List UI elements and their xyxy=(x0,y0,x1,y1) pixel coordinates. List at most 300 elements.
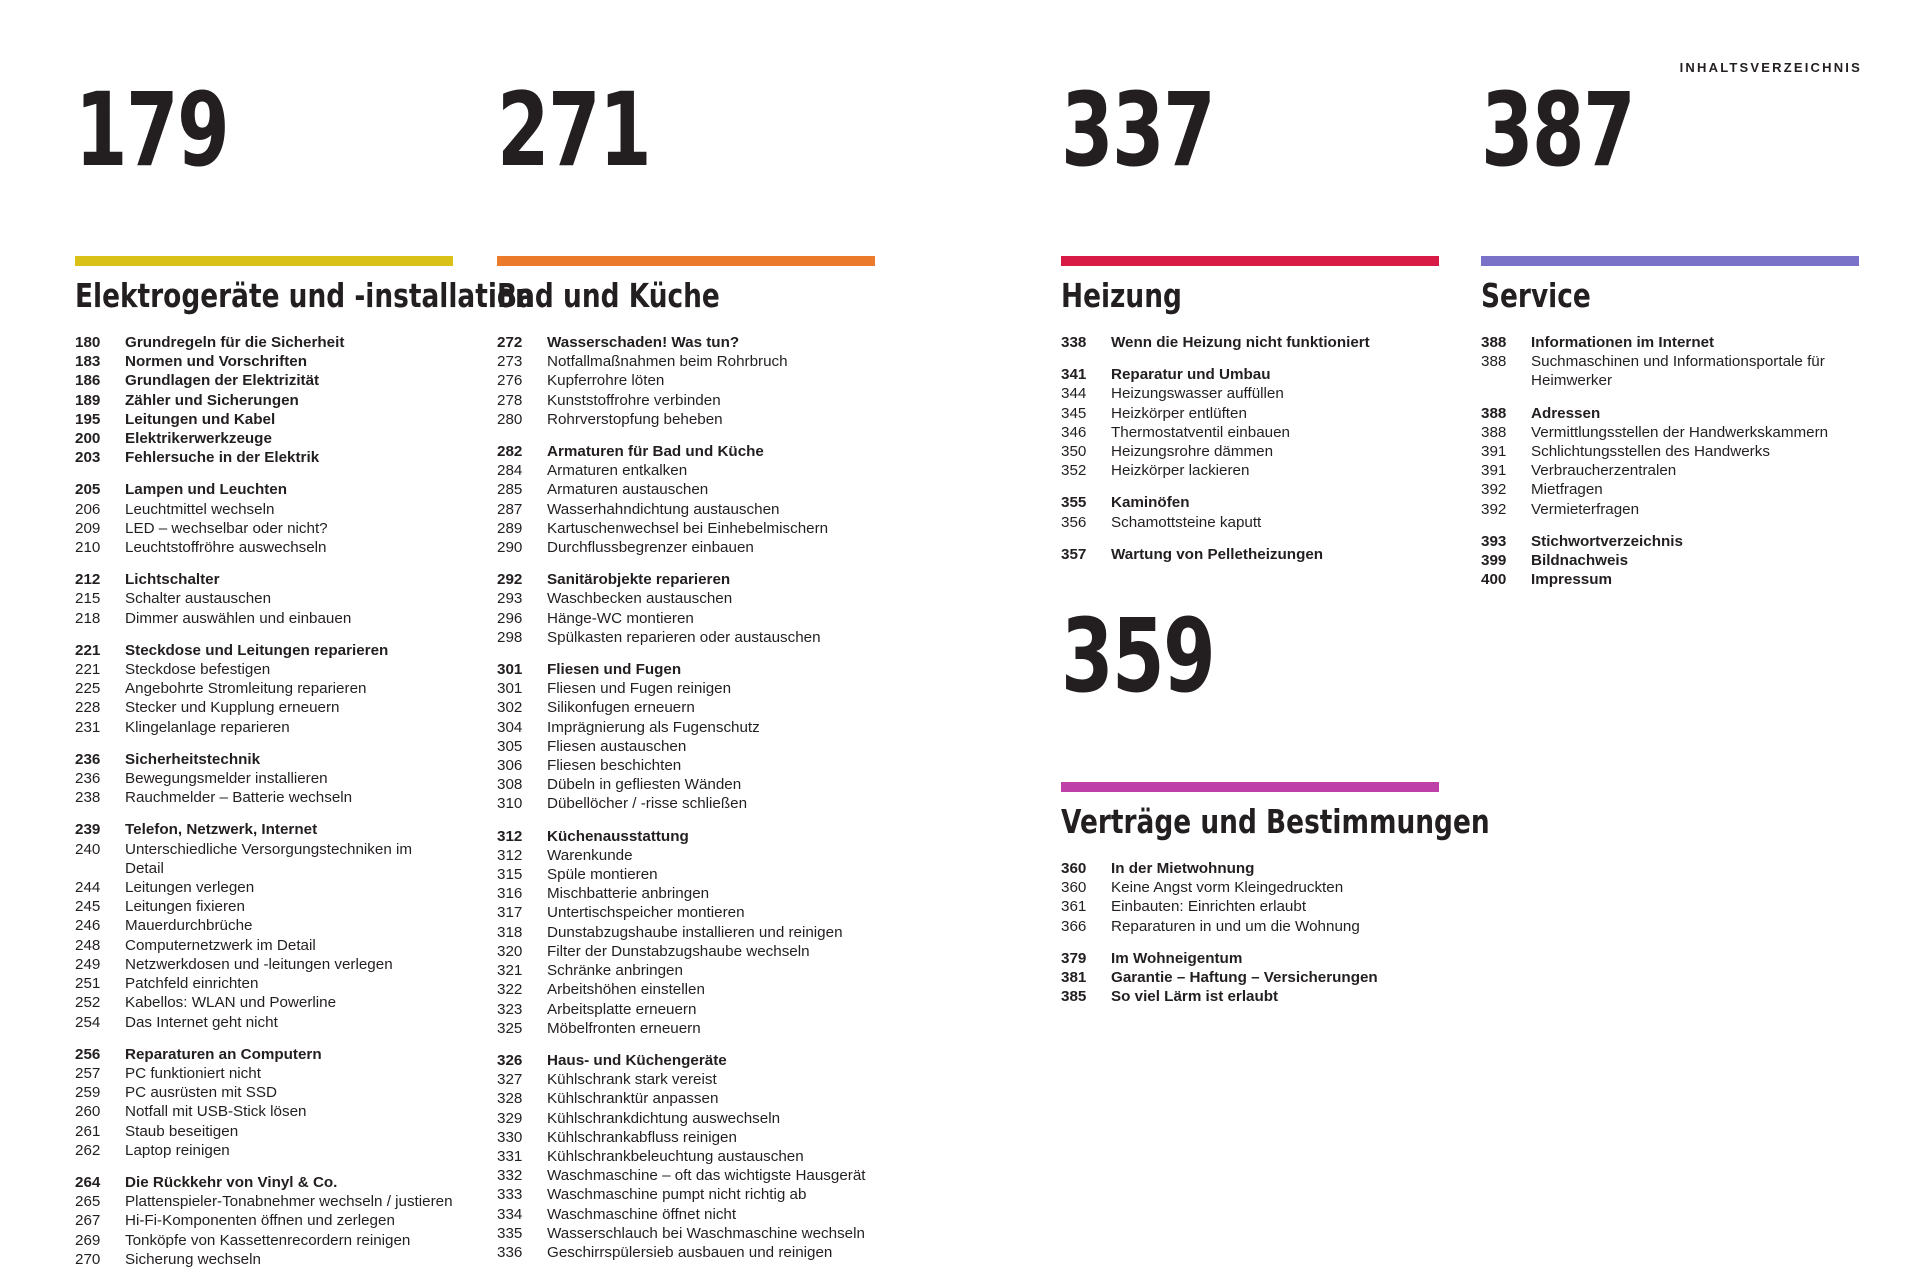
page-number: 287 xyxy=(497,500,523,518)
page-number: 228 xyxy=(75,699,101,717)
toc-group xyxy=(1481,333,1859,391)
entry-title: Heizkörper entlüften xyxy=(1111,404,1247,422)
page-number: 320 xyxy=(497,942,523,960)
page-number: 341 xyxy=(1061,366,1087,384)
toc-entry xyxy=(497,737,875,756)
entry-title: Netzwerkdosen und -leitungen verlegen xyxy=(125,955,393,973)
entry-title: Verbraucherzentralen xyxy=(1531,462,1677,480)
entry-title: Einbauten: Einrichten erlaubt xyxy=(1111,898,1307,916)
entry-title: Sicherheitstechnik xyxy=(125,750,261,768)
toc-group xyxy=(1061,333,1439,352)
toc-entry xyxy=(497,1166,875,1185)
toc-entry xyxy=(497,1051,875,1070)
page-number: 284 xyxy=(497,462,523,480)
page-number: 218 xyxy=(75,609,101,627)
entry-title: Silikonfugen erneuern xyxy=(547,699,695,717)
entry-title: Bildnachweis xyxy=(1531,552,1629,570)
toc-entry xyxy=(75,570,453,589)
page-number: 221 xyxy=(75,641,101,659)
toc-entry xyxy=(497,570,875,589)
entry-title: Mauerdurchbrüche xyxy=(125,917,253,935)
toc-entry xyxy=(75,1141,453,1160)
page-number: 392 xyxy=(1481,481,1507,499)
toc-entry xyxy=(497,480,875,499)
toc-entry xyxy=(497,1109,875,1128)
toc-entry xyxy=(75,993,453,1012)
toc-entry xyxy=(1061,859,1439,878)
toc-entry xyxy=(497,961,875,980)
entry-title: Computernetzwerk im Detail xyxy=(125,936,316,954)
page-number: 248 xyxy=(75,936,101,954)
page-number: 356 xyxy=(1061,513,1087,531)
entry-title: Heizkörper lackieren xyxy=(1111,462,1250,480)
toc-entry xyxy=(1481,461,1859,480)
page-number: 301 xyxy=(497,661,523,679)
page-number: 318 xyxy=(497,923,523,941)
entry-title: Wenn die Heizung nicht funktioniert xyxy=(1111,334,1370,351)
chapter-color-bar xyxy=(1481,256,1859,266)
toc-entry xyxy=(75,1173,453,1192)
page-number: 388 xyxy=(1481,353,1507,371)
entry-title: Sicherung wechseln xyxy=(125,1250,261,1268)
toc-entry xyxy=(497,846,875,865)
entry-title: Klingelanlage reparieren xyxy=(125,718,290,736)
page-number: 310 xyxy=(497,795,523,813)
page-number: 296 xyxy=(497,609,523,627)
toc-entry xyxy=(497,442,875,461)
entry-title: Grundregeln für die Sicherheit xyxy=(125,334,345,351)
entry-title: Das Internet geht nicht xyxy=(125,1013,278,1031)
toc-entry xyxy=(497,1070,875,1089)
toc-entry xyxy=(75,352,453,371)
entry-title: Leitungen verlegen xyxy=(125,879,255,897)
toc-entry xyxy=(497,1185,875,1204)
page-number: 360 xyxy=(1061,879,1087,897)
toc-entry xyxy=(75,371,453,390)
entry-title: Wasserschlauch bei Waschmaschine wechseln xyxy=(547,1224,865,1242)
toc-entry xyxy=(1061,968,1439,987)
entry-title: Imprägnierung als Fugenschutz xyxy=(547,718,760,736)
entry-title: PC ausrüsten mit SSD xyxy=(125,1084,277,1102)
toc-entry xyxy=(1061,461,1439,480)
toc-entry xyxy=(497,1224,875,1243)
page-number: 210 xyxy=(75,539,101,557)
entry-title: Kühlschrankabfluss reinigen xyxy=(547,1128,737,1146)
toc-entry xyxy=(497,609,875,628)
toc-entry xyxy=(1061,333,1439,352)
page-number: 388 xyxy=(1481,404,1507,422)
chapter-title: Verträge und Bestimmungen xyxy=(1061,802,1490,841)
chapter-number: 179 xyxy=(75,71,229,190)
entry-title: Spülkasten reparieren oder austauschen xyxy=(547,628,821,646)
toc-entry xyxy=(497,698,875,717)
toc-entry xyxy=(75,1102,453,1121)
toc-entry xyxy=(75,391,453,410)
entry-title: Kaminöfen xyxy=(1111,494,1190,512)
entry-title: Kühlschrankdichtung auswechseln xyxy=(547,1109,781,1127)
page-number: 245 xyxy=(75,898,101,916)
entry-title: Schränke anbringen xyxy=(547,962,683,980)
page-number: 357 xyxy=(1061,545,1087,563)
toc-entry xyxy=(75,480,453,499)
page-number: 205 xyxy=(75,481,101,499)
entry-title: Bewegungsmelder installieren xyxy=(125,770,328,788)
toc-entry xyxy=(497,1019,875,1038)
entry-title: Fehlersuche in der Elektrik xyxy=(125,449,320,467)
page-number: 261 xyxy=(75,1122,101,1140)
entry-title: Informationen im Internet xyxy=(1531,334,1715,351)
entry-title: Geschirrspülersieb ausbauen und reinigen xyxy=(547,1243,833,1261)
toc-entry xyxy=(1061,987,1439,1006)
toc-entry xyxy=(75,840,453,878)
entry-title: Kühlschrankbeleuchtung austauschen xyxy=(547,1147,804,1165)
page-number: 215 xyxy=(75,590,101,608)
page-number: 262 xyxy=(75,1141,101,1159)
page-number: 249 xyxy=(75,955,101,973)
page-number: 231 xyxy=(75,718,101,736)
toc-group xyxy=(1061,365,1439,480)
entry-title: Impressum xyxy=(1531,571,1613,589)
section-contracts xyxy=(1061,597,1490,1019)
toc-entry xyxy=(75,788,453,807)
page-number: 264 xyxy=(75,1173,101,1191)
toc-entry xyxy=(1061,878,1439,897)
page-number: 312 xyxy=(497,827,523,845)
entry-title: Angebohrte Stromleitung reparieren xyxy=(125,680,367,698)
entry-title: Schalter austauschen xyxy=(125,590,272,608)
entry-title: Notfallmaßnahmen beim Rohrbruch xyxy=(547,353,788,371)
chapter-title: Elektrogeräte und -installation xyxy=(75,276,534,315)
page-number: 236 xyxy=(75,750,101,768)
toc-entry xyxy=(497,391,875,410)
toc-entry xyxy=(75,750,453,769)
toc-entry xyxy=(1061,493,1439,512)
chapter-number: 337 xyxy=(1061,71,1215,190)
toc-entry xyxy=(75,609,453,628)
entry-title: Staub beseitigen xyxy=(125,1122,239,1140)
section-bath-kitchen xyxy=(497,71,875,1275)
page-number: 350 xyxy=(1061,443,1087,461)
running-head: INHALTSVERZEICHNIS xyxy=(1679,60,1862,75)
toc-entry xyxy=(497,903,875,922)
page-number: 302 xyxy=(497,699,523,717)
page-number: 289 xyxy=(497,519,523,537)
entry-title: Unterschiedliche Versorgungstechniken im Detail xyxy=(125,840,413,877)
entry-title: Schamottsteine kaputt xyxy=(1111,513,1262,531)
page-number: 391 xyxy=(1481,462,1507,480)
page-number: 388 xyxy=(1481,423,1507,441)
entry-title: Garantie – Haftung – Versicherungen xyxy=(1111,969,1378,987)
page-number: 225 xyxy=(75,680,101,698)
toc-group xyxy=(75,750,453,808)
toc-entry xyxy=(497,628,875,647)
page-number: 361 xyxy=(1061,898,1087,916)
toc-entry xyxy=(497,352,875,371)
entry-title: Adressen xyxy=(1531,404,1601,422)
entry-title: Hänge-WC montieren xyxy=(547,609,694,627)
toc-entry xyxy=(75,1045,453,1064)
section-heating xyxy=(1061,71,1439,577)
entry-title: Kabellos: WLAN und Powerline xyxy=(125,994,337,1012)
entry-title: Hi-Fi-Komponenten öffnen und zerlegen xyxy=(125,1212,395,1230)
page-number: 203 xyxy=(75,449,101,467)
entry-title: Keine Angst vorm Kleingedruckten xyxy=(1111,879,1344,897)
toc-group xyxy=(497,827,875,1038)
toc-entry xyxy=(75,936,453,955)
toc-group xyxy=(75,1173,453,1269)
page-number: 338 xyxy=(1061,334,1087,351)
toc-group xyxy=(497,660,875,814)
toc-entry xyxy=(497,794,875,813)
page-number: 333 xyxy=(497,1186,523,1204)
page-number: 292 xyxy=(497,571,523,589)
entry-title: Wasserhahndichtung austauschen xyxy=(547,500,780,518)
entry-title: Mietfragen xyxy=(1531,481,1603,499)
entry-title: In der Mietwohnung xyxy=(1111,860,1255,877)
page-number: 285 xyxy=(497,481,523,499)
entry-title: Reparatur und Umbau xyxy=(1111,366,1271,384)
toc-entry xyxy=(497,942,875,961)
entry-title: Durchflussbegrenzer einbauen xyxy=(547,539,754,557)
toc-entry xyxy=(75,769,453,788)
toc-group xyxy=(75,820,453,1031)
toc-entry xyxy=(497,333,875,352)
toc-entry xyxy=(75,955,453,974)
page-number: 312 xyxy=(497,846,523,864)
entry-title: Vermieterfragen xyxy=(1531,500,1640,518)
toc-entry xyxy=(75,1064,453,1083)
page-number: 329 xyxy=(497,1109,523,1127)
toc-entries xyxy=(1481,333,1859,589)
entry-title: Wartung von Pelletheizungen xyxy=(1111,545,1324,563)
toc-group xyxy=(1061,545,1439,564)
page-number: 304 xyxy=(497,718,523,736)
entry-title: Warenkunde xyxy=(547,846,633,864)
page-number: 278 xyxy=(497,391,523,409)
toc-entry xyxy=(497,775,875,794)
entry-title: Schlichtungsstellen des Handwerks xyxy=(1531,443,1770,461)
page-number: 393 xyxy=(1481,532,1507,550)
toc-entry xyxy=(75,698,453,717)
entry-title: Stichwortverzeichnis xyxy=(1531,532,1683,550)
page-number: 259 xyxy=(75,1084,101,1102)
entry-title: Fliesen beschichten xyxy=(547,757,682,775)
page-number: 238 xyxy=(75,789,101,807)
page-number: 345 xyxy=(1061,404,1087,422)
toc-entry xyxy=(1481,532,1859,551)
chapter-title: Heizung xyxy=(1061,276,1182,315)
page-number: 257 xyxy=(75,1064,101,1082)
page-number: 344 xyxy=(1061,385,1087,403)
toc-entry xyxy=(497,660,875,679)
chapter-number: 387 xyxy=(1481,71,1635,190)
toc-entry xyxy=(75,916,453,935)
entry-title: Suchmaschinen und Informationsportale für Heimwerker xyxy=(1531,353,1825,390)
page-number: 189 xyxy=(75,391,101,409)
entry-title: Die Rückkehr von Vinyl & Co. xyxy=(125,1173,338,1191)
toc-entry xyxy=(1061,545,1439,564)
entry-title: Kupferrohre löten xyxy=(547,372,665,390)
page-number: 290 xyxy=(497,539,523,557)
page-number: 301 xyxy=(497,680,523,698)
toc-group xyxy=(75,641,453,737)
entry-title: Stecker und Kupplung erneuern xyxy=(125,699,340,717)
page-number: 379 xyxy=(1061,949,1087,967)
entry-title: Normen und Vorschriften xyxy=(125,353,307,371)
page-number: 298 xyxy=(497,628,523,646)
entry-title: Arbeitsplatte erneuern xyxy=(547,1000,697,1018)
page-number: 236 xyxy=(75,770,101,788)
page-number: 346 xyxy=(1061,423,1087,441)
page-number: 336 xyxy=(497,1243,523,1261)
page-number: 270 xyxy=(75,1250,101,1268)
page-number: 392 xyxy=(1481,500,1507,518)
page-number: 322 xyxy=(497,981,523,999)
toc-entry xyxy=(75,718,453,737)
toc-entry xyxy=(497,827,875,846)
entry-title: Grundlagen der Elektrizität xyxy=(125,372,320,390)
toc-entry xyxy=(497,538,875,557)
entry-title: LED – wechselbar oder nicht? xyxy=(125,519,328,537)
toc-entry xyxy=(1061,513,1439,532)
toc-entry xyxy=(497,923,875,942)
entry-title: Kunststoffrohre verbinden xyxy=(547,391,721,409)
page-number: 200 xyxy=(75,430,101,448)
page-number: 321 xyxy=(497,962,523,980)
entry-title: Reparaturen in und um die Wohnung xyxy=(1111,917,1360,935)
toc-entry xyxy=(1061,423,1439,442)
entry-title: Armaturen austauschen xyxy=(547,481,709,499)
toc-entry xyxy=(1481,423,1859,442)
page-number: 366 xyxy=(1061,917,1087,935)
toc-entry xyxy=(1481,404,1859,423)
toc-entry xyxy=(1061,442,1439,461)
toc-entries xyxy=(75,333,453,1269)
entry-title: Leuchtstoffröhre auswechseln xyxy=(125,539,327,557)
entry-title: Fliesen und Fugen reinigen xyxy=(547,680,732,698)
entry-title: Steckdose und Leitungen reparieren xyxy=(125,641,389,659)
page-number: 183 xyxy=(75,353,101,371)
chapter-color-bar xyxy=(1061,256,1439,266)
toc-entry xyxy=(75,820,453,839)
toc-entry xyxy=(497,519,875,538)
entry-title: Lichtschalter xyxy=(125,571,220,589)
toc-group xyxy=(1481,404,1859,519)
entry-title: Notfall mit USB-Stick lösen xyxy=(125,1103,307,1121)
entry-title: Haus- und Küchengeräte xyxy=(547,1051,727,1069)
page-number: 244 xyxy=(75,879,101,897)
toc-entries xyxy=(1061,333,1439,564)
page-number: 206 xyxy=(75,500,101,518)
chapter-title: Service xyxy=(1481,276,1591,315)
toc-entry xyxy=(1481,333,1859,352)
entry-title: Fliesen austauschen xyxy=(547,737,687,755)
toc-entry xyxy=(75,1083,453,1102)
page-number: 269 xyxy=(75,1231,101,1249)
entry-title: Filter der Dunstabzugshaube wechseln xyxy=(547,942,810,960)
chapter-number: 271 xyxy=(497,71,651,190)
entry-title: Reparaturen an Computern xyxy=(125,1045,322,1063)
toc-entry xyxy=(1061,365,1439,384)
entry-title: Elektrikerwerkzeuge xyxy=(125,430,272,448)
toc-entry xyxy=(497,589,875,608)
entry-title: Dimmer auswählen und einbauen xyxy=(125,609,352,627)
page-number: 355 xyxy=(1061,494,1087,512)
entry-title: Leitungen und Kabel xyxy=(125,410,276,428)
toc-group xyxy=(75,570,453,628)
entry-title: Zähler und Sicherungen xyxy=(125,391,299,409)
page-number: 306 xyxy=(497,757,523,775)
page-number: 273 xyxy=(497,353,523,371)
entry-title: Küchenausstattung xyxy=(547,827,689,845)
toc-entry xyxy=(1061,917,1439,936)
toc-group xyxy=(1061,859,1439,936)
toc-entry xyxy=(497,884,875,903)
entry-title: Waschbecken austauschen xyxy=(547,590,733,608)
toc-entry xyxy=(75,1231,453,1250)
toc-entry xyxy=(497,1205,875,1224)
toc-entry xyxy=(497,1147,875,1166)
entry-title: Thermostatventil einbauen xyxy=(1111,423,1290,441)
entry-title: Steckdose befestigen xyxy=(125,661,271,679)
toc-entry xyxy=(497,865,875,884)
toc-entries xyxy=(1061,859,1439,1006)
toc-entry xyxy=(497,1000,875,1019)
toc-entry xyxy=(1061,384,1439,403)
entry-title: Armaturen entkalken xyxy=(547,462,688,480)
entry-title: Wasserschaden! Was tun? xyxy=(547,334,740,351)
toc-entry xyxy=(497,410,875,429)
toc-entry xyxy=(1061,897,1439,916)
toc-entry xyxy=(1481,480,1859,499)
page-number: 385 xyxy=(1061,988,1087,1006)
toc-entry xyxy=(1481,570,1859,589)
toc-entry xyxy=(1061,949,1439,968)
toc-entry xyxy=(1481,500,1859,519)
entry-title: Untertischspeicher montieren xyxy=(547,904,745,922)
toc-entry xyxy=(75,1250,453,1269)
entry-title: Mischbatterie anbringen xyxy=(547,885,710,903)
page-number: 180 xyxy=(75,334,101,351)
page-number: 280 xyxy=(497,410,523,428)
entry-title: So viel Lärm ist erlaubt xyxy=(1111,988,1279,1006)
page-number: 326 xyxy=(497,1051,523,1069)
entry-title: Waschmaschine pumpt nicht richtig ab xyxy=(547,1186,807,1204)
page-number: 328 xyxy=(497,1090,523,1108)
toc-group xyxy=(1481,532,1859,590)
chapter-color-bar xyxy=(1061,782,1439,792)
page-number: 315 xyxy=(497,866,523,884)
entry-title: Arbeitshöhen einstellen xyxy=(547,981,705,999)
page-number: 256 xyxy=(75,1045,101,1063)
entry-title: Armaturen für Bad und Küche xyxy=(547,443,764,461)
page-number: 293 xyxy=(497,590,523,608)
toc-group xyxy=(75,1045,453,1160)
page-number: 325 xyxy=(497,1019,523,1037)
page-number: 335 xyxy=(497,1224,523,1242)
toc-entry xyxy=(75,538,453,557)
toc-group xyxy=(497,333,875,429)
page-number: 272 xyxy=(497,334,523,351)
toc-entry xyxy=(497,756,875,775)
page-number: 221 xyxy=(75,661,101,679)
toc-entry xyxy=(497,500,875,519)
toc-group xyxy=(497,570,875,647)
page-number: 209 xyxy=(75,519,101,537)
entry-title: Heizungsrohre dämmen xyxy=(1111,443,1274,461)
page-number: 391 xyxy=(1481,443,1507,461)
entry-title: Patchfeld einrichten xyxy=(125,975,259,993)
